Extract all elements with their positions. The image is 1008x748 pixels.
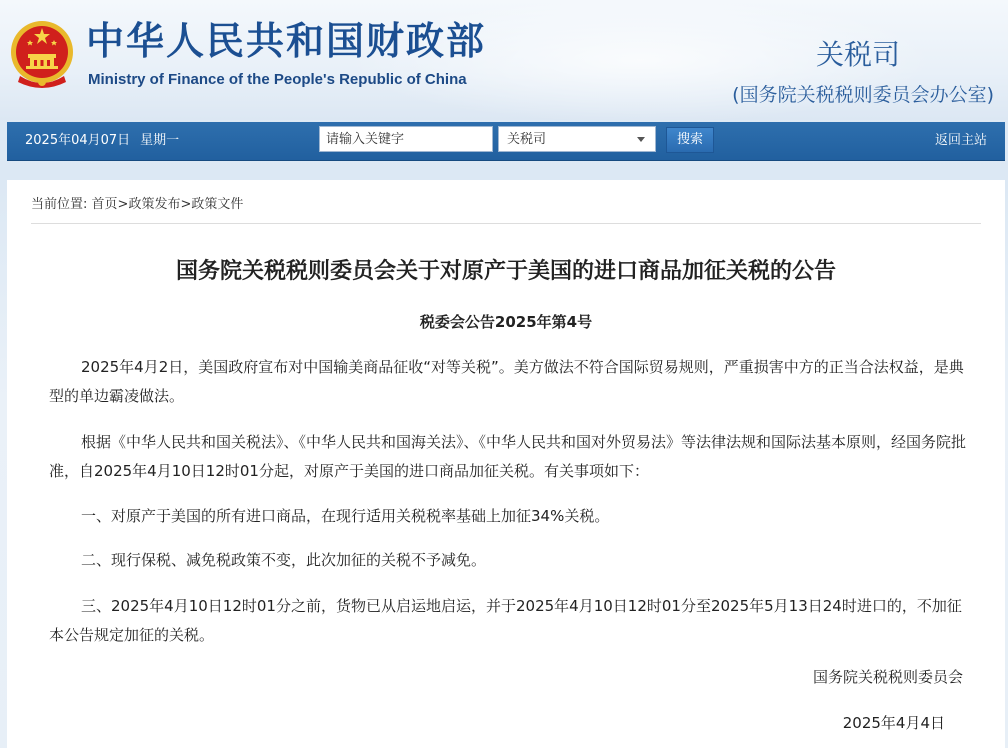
department-select-value: 关税司 <box>507 132 547 147</box>
caret-down-icon <box>637 137 645 142</box>
article-paragraph: 一、对原产于美国的所有进口商品，在现行适用关税税率基础上加征34%关税。 <box>81 507 610 525</box>
weekday-text: 星期一 <box>140 133 180 148</box>
breadcrumb-policy-documents[interactable]: 政策文件 <box>191 197 244 212</box>
article-title: 国务院关税税则委员会关于对原产于美国的进口商品加征关税的公告 <box>175 259 836 284</box>
nav-bar <box>7 122 1005 161</box>
date-text: 2025年04月07日 <box>25 133 131 148</box>
department-select[interactable] <box>498 126 656 152</box>
current-date <box>25 132 179 150</box>
search-input[interactable] <box>319 126 493 152</box>
announcement-number: 税委会公告2025年第4号 <box>419 313 593 331</box>
breadcrumb <box>31 196 243 214</box>
article-signer: 国务院关税税则委员会 <box>812 668 963 686</box>
breadcrumb-divider <box>31 223 981 224</box>
breadcrumb-separator: > <box>180 197 192 212</box>
breadcrumb-prefix: 当前位置: <box>31 197 88 212</box>
back-home-link[interactable]: 返回主站 <box>934 133 987 148</box>
article-date: 2025年4月4日 <box>842 714 945 732</box>
article-paragraph: 三、2025年4月10日12时01分之前，货物已从启运地启运，并于2025年4月10日12时01分至2025年5月13日24时进口的，不加征本公告规定加征的关税。 <box>49 597 962 644</box>
department-name: 关税司 <box>815 38 900 71</box>
national-emblem-icon <box>8 18 76 90</box>
breadcrumb-separator: > <box>117 197 129 212</box>
article-paragraph: 二、现行保税、减免税政策不变，此次加征的关税不予减免。 <box>81 551 487 569</box>
content-panel <box>7 180 1005 748</box>
department-subtitle: (国务院关税税则委员会办公室) <box>732 84 994 106</box>
site-header <box>0 0 1008 120</box>
search-button[interactable]: 搜索 <box>666 127 714 153</box>
article-paragraph: 2025年4月2日，美国政府宣布对中国输美商品征收“对等关税”。美方做法不符合国际贸易规则，严重损害中方的正当合法权益，是典型的单边霸凌做法。 <box>49 358 964 405</box>
site-title-cn: 中华人民共和国财政部 <box>86 18 487 63</box>
breadcrumb-policy-release[interactable]: 政策发布 <box>128 197 181 212</box>
site-title-en: Ministry of Finance of the People's Republic of China <box>88 71 467 88</box>
article-paragraph: 根据《中华人民共和国关税法》、《中华人民共和国海关法》、《中华人民共和国对外贸易法》等法律法规和国际法基本原则，经国务院批准，自2025年4月10日12时01分起，对原产于美国的进口商品加征关税。有关事项如下： <box>49 433 967 480</box>
breadcrumb-home[interactable]: 首页 <box>91 197 118 212</box>
